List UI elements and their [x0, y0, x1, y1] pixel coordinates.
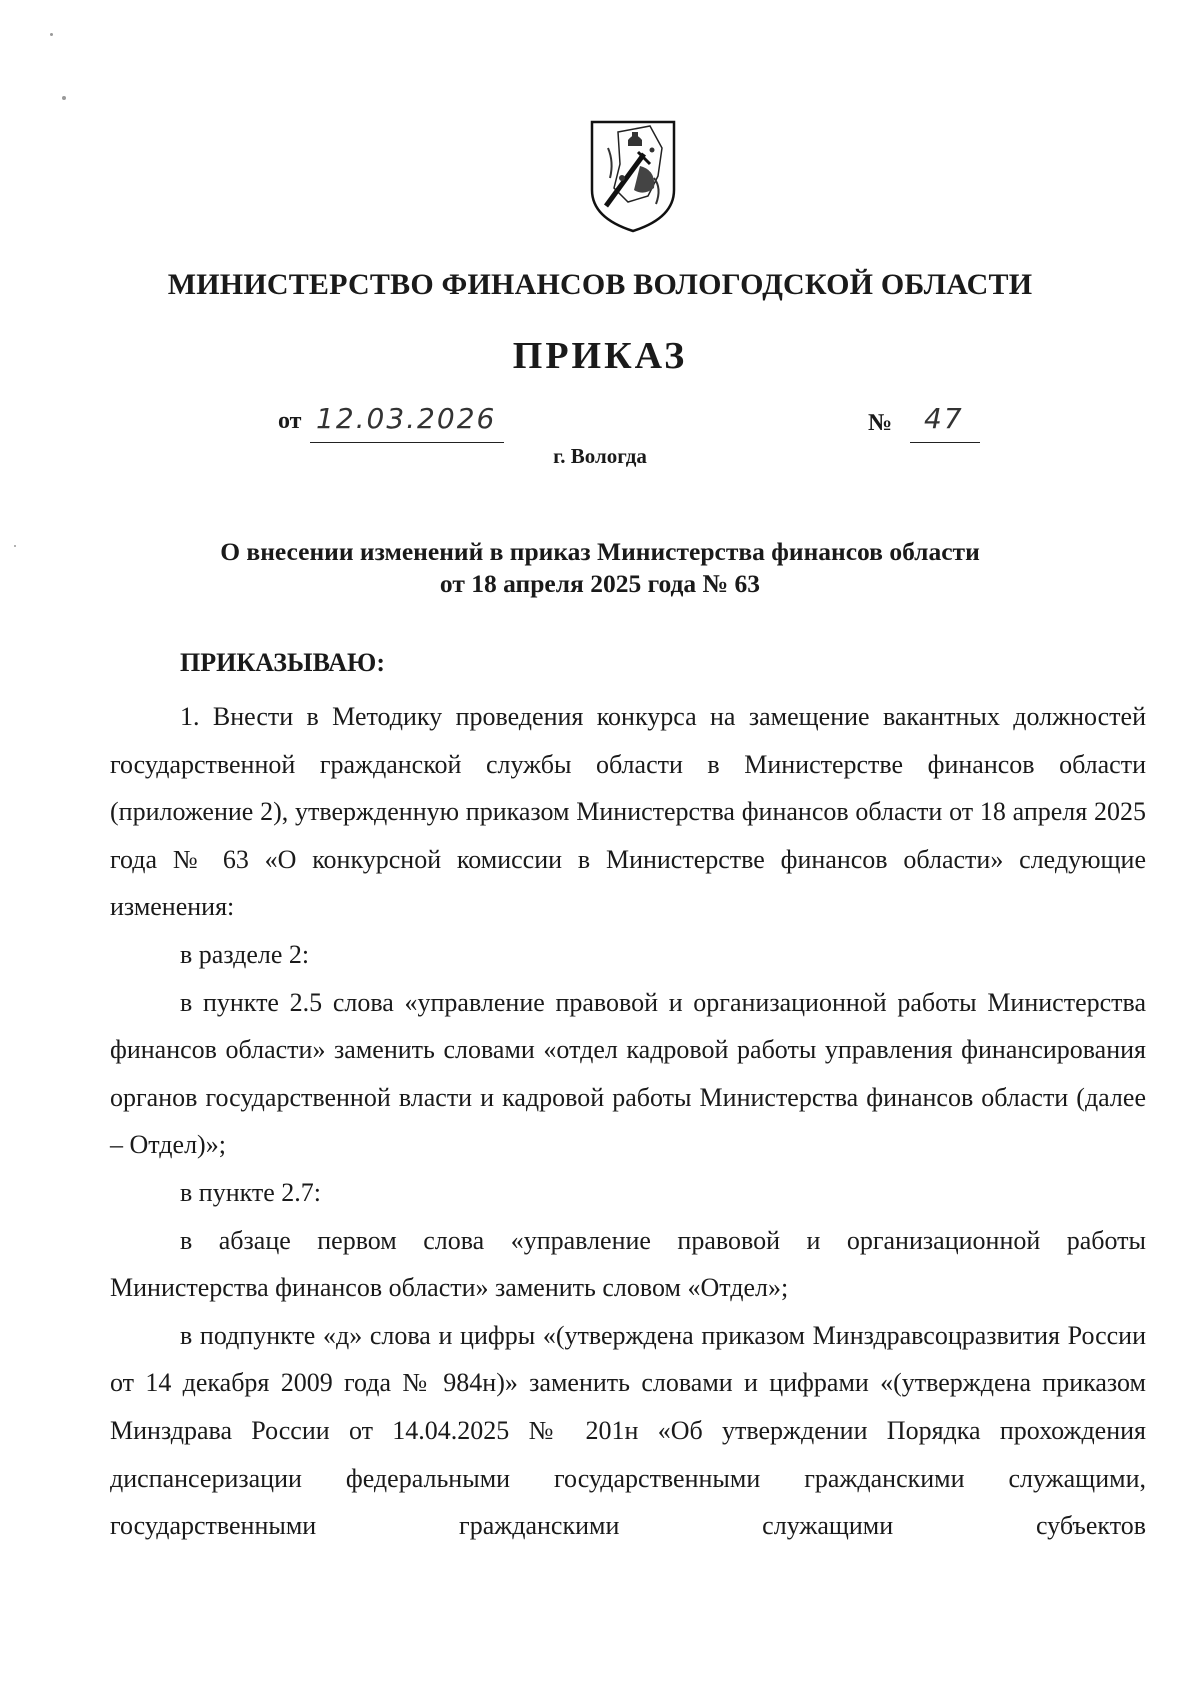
- scan-speck: [14, 545, 16, 547]
- body-paragraph: в абзаце первом слова «управление правовой и организационной работы Министерства финансов области» заменить словом «Отдел»;: [110, 1225, 1146, 1303]
- number-label: №: [868, 410, 893, 436]
- document-type-title: ПРИКАЗ: [512, 335, 688, 377]
- order-directive: ПРИКАЗЫВАЮ:: [180, 648, 385, 677]
- vologda-coat-of-arms-icon: [588, 118, 678, 234]
- order-subject: [150, 536, 1050, 600]
- body-paragraph: в пункте 2.7:: [180, 1177, 322, 1207]
- subject-line-2: от 18 апреля 2025 года № 63: [439, 569, 761, 598]
- subject-line-1: О внесении изменений в приказ Министерства финансов области: [220, 537, 980, 566]
- body-paragraph: 1. Внести в Методику проведения конкурса на замещение вакантных должностей государственной гражданской службы области в Министерстве финансов области (приложение 2), утвержденную приказом Министерства финансов области от 18 апреля 2025 года № 63 «О конкурсной комиссии в Министерстве финансов области» следующие изменения:: [110, 702, 1146, 922]
- order-body: [110, 693, 1146, 1550]
- date-prefix: от: [278, 408, 302, 434]
- body-paragraph: в подпункте «д» слова и цифры «(утверждена приказом Минздравсоцразвития России от 14 декабря 2009 года № 984н)» заменить словами и цифрами «(утверждена приказом Минздрава России от 14.04.2025 № 201н «Об утверждении Порядка прохождения диспансеризации федеральными государственными гражданскими служащими, государственными гражданскими служащими субъектов: [110, 1320, 1146, 1541]
- handwritten-number: 47: [924, 402, 964, 435]
- scan-speck: [50, 33, 53, 36]
- body-paragraph: в пункте 2.5 слова «управление правовой и организационной работы Министерства финансов области» заменить словами «отдел кадровой работы управления финансирования органов государственной власти и кадровой работы Министерства финансов области (далее – Отдел)»;: [110, 987, 1146, 1160]
- handwritten-date: 12.03.2026: [316, 402, 497, 435]
- city: г. Вологда: [553, 444, 647, 468]
- ministry-name: МИНИСТЕРСТВО ФИНАНСОВ ВОЛОГОДСКОЙ ОБЛАСТИ: [167, 268, 1033, 301]
- body-paragraph: в разделе 2:: [180, 939, 310, 969]
- scan-speck: [62, 96, 66, 100]
